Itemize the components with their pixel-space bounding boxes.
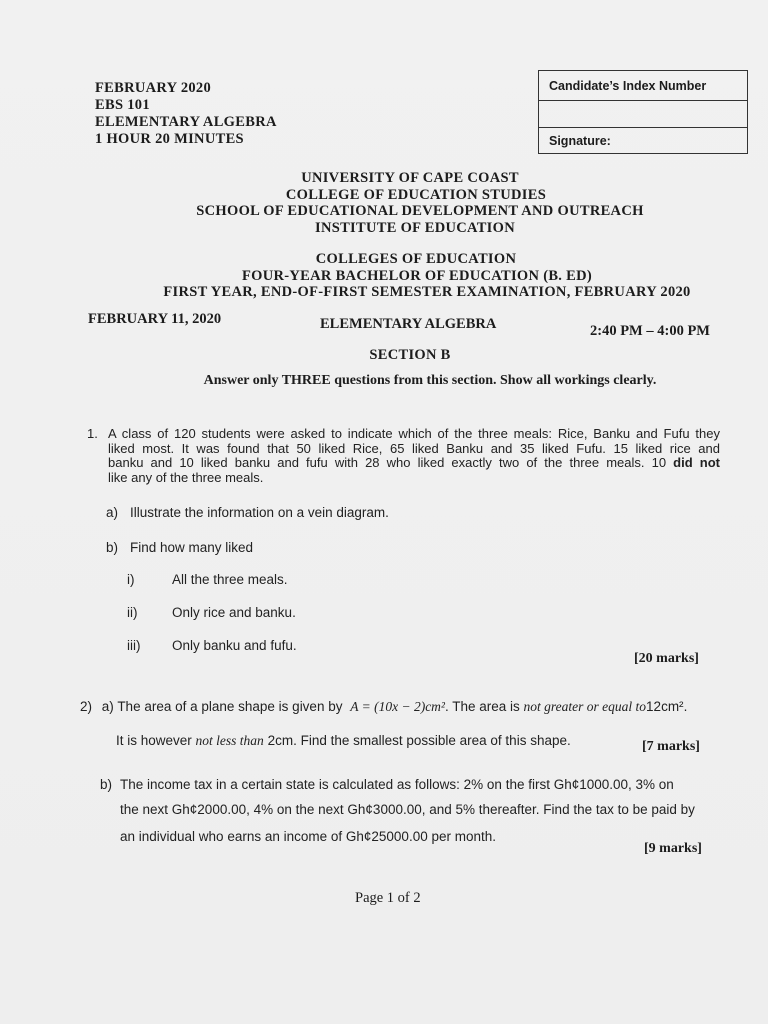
q1-sub-item xyxy=(127,572,288,587)
q1-line: A class of 120 students were asked to indicate which of the three meals: Rice, Banku and Fufu they xyxy=(108,426,720,441)
q2b-text: the next Gh¢2000.00, 4% on the next Gh¢3000.00, and 5% thereafter. Find the tax to be paid by xyxy=(120,802,695,817)
header-course-code: EBS 101 xyxy=(95,97,150,113)
q2a-condition: not less than xyxy=(195,733,264,748)
q1-part-a-label: a) xyxy=(106,505,119,520)
programme-line: FIRST YEAR, END-OF-FIRST SEMESTER EXAMINATION, FEBRUARY 2020 xyxy=(163,284,691,300)
section-instruction: Answer only THREE questions from this section. Show all workings clearly. xyxy=(203,373,657,388)
candidate-index-box xyxy=(538,70,748,154)
q2b-text: an individual who earns an income of Gh¢25000.00 per month. xyxy=(120,829,496,844)
q2a-line-1 xyxy=(80,699,687,715)
exam-date: FEBRUARY 11, 2020 xyxy=(88,311,222,327)
q2b-label: b) xyxy=(100,777,113,792)
signature-label: Signature: xyxy=(549,134,611,148)
header-month: FEBRUARY 2020 xyxy=(95,80,212,96)
q1-part-a xyxy=(106,505,389,520)
q1-sub-item xyxy=(127,638,297,653)
programme-line: COLLEGES OF EDUCATION xyxy=(315,251,517,267)
q1-part-b-label: b) xyxy=(106,540,119,555)
q1-sub-item xyxy=(127,605,296,620)
exam-time: 2:40 PM – 4:00 PM xyxy=(590,323,710,339)
q2a-label: a) xyxy=(101,699,114,714)
q2b-text: The income tax in a certain state is calculated as follows: 2% on the first Gh¢1000.00, 3% on xyxy=(120,777,674,792)
programme-block xyxy=(60,251,760,301)
q1-line: banku and 10 liked banku and fufu with 28 who liked exactly two of the three meals. 10 xyxy=(108,455,667,470)
q1-part-b xyxy=(106,540,253,555)
q2a-text: . The area is xyxy=(444,699,520,714)
index-number-label: Candidate’s Index Number xyxy=(539,71,747,101)
section-title: SECTION B xyxy=(369,347,451,363)
q2b-marks: [9 marks] xyxy=(644,841,702,856)
q1-part-a-text: Illustrate the information on a vein diagram. xyxy=(130,505,389,520)
q2a-text: It is however xyxy=(116,733,192,748)
header-duration: 1 HOUR 20 MINUTES xyxy=(95,131,244,147)
q1-number: 1. xyxy=(87,426,98,441)
index-number-field[interactable] xyxy=(539,101,747,128)
institution-line: SCHOOL OF EDUCATIONAL DEVELOPMENT AND OUTREACH xyxy=(196,203,644,219)
institution-line: COLLEGE OF EDUCATION STUDIES xyxy=(285,186,547,203)
q2a-formula: A = (10x − 2)cm² xyxy=(350,699,445,714)
q2-number: 2) xyxy=(80,699,93,714)
q2a-text: . xyxy=(683,699,688,714)
q2a-text: 2cm. Find the smallest possible area of this shape. xyxy=(267,733,571,748)
header-course-title: ELEMENTARY ALGEBRA xyxy=(95,114,277,130)
q1-stem xyxy=(108,427,720,485)
q1-line: like any of the three meals. xyxy=(108,469,264,485)
programme-line: FOUR-YEAR BACHELOR OF EDUCATION (B. ED) xyxy=(241,267,593,284)
q1-sub-label: ii) xyxy=(127,605,138,620)
q1-line-with-emphasis xyxy=(108,456,720,471)
exam-header xyxy=(95,80,277,148)
q1-sub-text: Only banku and fufu. xyxy=(172,638,297,653)
q1-sub-label: iii) xyxy=(127,638,141,653)
q2a-marks: [7 marks] xyxy=(642,739,700,754)
institution-line: UNIVERSITY OF CAPE COAST xyxy=(301,170,519,186)
institution-line: INSTITUTE OF EDUCATION xyxy=(315,219,515,236)
page-number: Page 1 of 2 xyxy=(355,890,421,906)
q2b-line-1 xyxy=(100,777,674,792)
q1-part-b-text: Find how many liked xyxy=(130,540,254,555)
q2a-text: The area of a plane shape is given by xyxy=(117,699,343,714)
q1-sub-text: Only rice and banku. xyxy=(172,605,296,620)
q2a-line-2 xyxy=(116,733,571,749)
q1-line: liked most. It was found that 50 liked Rice, 65 liked Banku and 35 liked Fufu. 15 liked rice and xyxy=(108,440,720,456)
q1-sub-text: All the three meals. xyxy=(172,572,288,587)
q1-marks: [20 marks] xyxy=(634,651,699,666)
q2a-value: 12cm² xyxy=(646,699,684,714)
exam-course: ELEMENTARY ALGEBRA xyxy=(320,316,497,332)
q1-sub-label: i) xyxy=(127,572,135,587)
q1-emphasis: did not xyxy=(673,455,720,470)
institution-block xyxy=(60,170,760,236)
q2a-condition: not greater or equal to xyxy=(523,699,647,714)
